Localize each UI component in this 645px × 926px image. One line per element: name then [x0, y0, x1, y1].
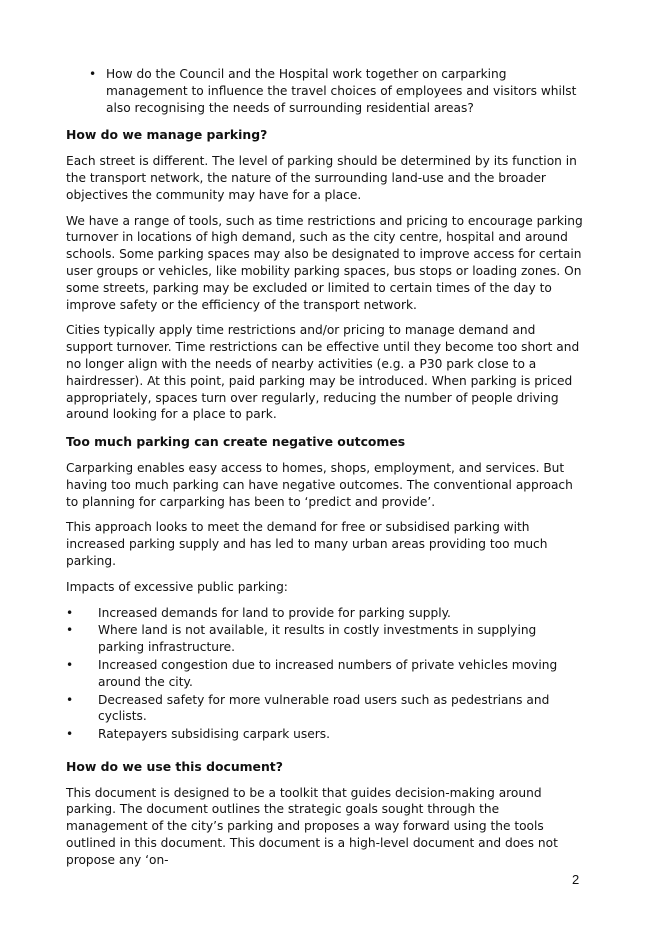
paragraph: This approach looks to meet the demand for free or subsidised parking with increased parking supply and has led to many urban areas providing too much parking.	[66, 520, 548, 568]
list-item: • Where land is not available, it results in costly investments in supplying parking infrastructure.	[66, 623, 537, 655]
bullet-icon: •	[66, 692, 74, 707]
section-heading-use-document: How do we use this document?	[66, 758, 283, 774]
list-item: • Ratepayers subsidising carpark users.	[66, 727, 330, 742]
page-number: 2	[572, 872, 580, 887]
paragraph: We have a range of tools, such as time restrictions and pricing to encourage parking turnover in locations of high demand, such as the city centre, hospital and around schools. Some parking spaces may also be designated to improve access for certain user groups or vehicles, like mobility parking spaces, bus stops or loading zones. On some streets, parking may be excluded or limited to certain times of the day to improve safety or the efficiency of the transport network.	[66, 213, 583, 312]
paragraph: Carparking enables easy access to homes, shops, employment, and services. But having too much parking can have negative outcomes. The conventional approach to planning for carparking has been to ‘predict and provide’.	[66, 460, 573, 509]
section-heading-manage-parking: How do we manage parking?	[66, 127, 268, 143]
bullet-icon: •	[89, 67, 97, 81]
section-heading-negative-outcomes: Too much parking can create negative outcomes	[66, 434, 406, 450]
paragraph: This document is designed to be a toolkit that guides decision-making around parking. The document outlines the strategic goals sought through the management of the city’s parking and proposes a way forward using the tools outlined in this document. This document is a high-level document and does not propose any ‘on-	[66, 785, 558, 867]
bullet-icon: •	[66, 623, 74, 638]
bullet-icon: •	[66, 727, 74, 742]
bullet-icon: •	[66, 605, 74, 620]
bullet-icon: •	[66, 657, 74, 672]
document-page	[66, 66, 584, 869]
impacts-list	[66, 605, 584, 743]
intro-bullet-text: How do the Council and the Hospital work together on carparking management to influence the travel choices of employees and visitors whilst also recognising the needs of surrounding residential areas?	[106, 67, 577, 115]
paragraph: Cities typically apply time restrictions and/or pricing to manage demand and support turnover. Time restrictions can be effective until they become too short and no longer align with the needs of nearby activities (e.g. a P30 park close to a hairdresser). At this point, paid parking may be introduced. When parking is priced appropriately, spaces turn over regularly, reducing the number of people driving around looking for a place to park.	[66, 323, 580, 422]
paragraph: Each street is different. The level of parking should be determined by its function in the transport network, the nature of the surrounding land-use and the broader objectives the community may have for a place.	[66, 154, 577, 202]
intro-bullet-item	[66, 66, 584, 116]
list-intro: Impacts of excessive public parking:	[66, 579, 288, 594]
list-item: • Decreased safety for more vulnerable road users such as pedestrians and cyclists.	[66, 692, 550, 724]
list-item: • Increased demands for land to provide for parking supply.	[66, 605, 451, 620]
list-item: • Increased congestion due to increased numbers of private vehicles moving around the city.	[66, 657, 558, 689]
